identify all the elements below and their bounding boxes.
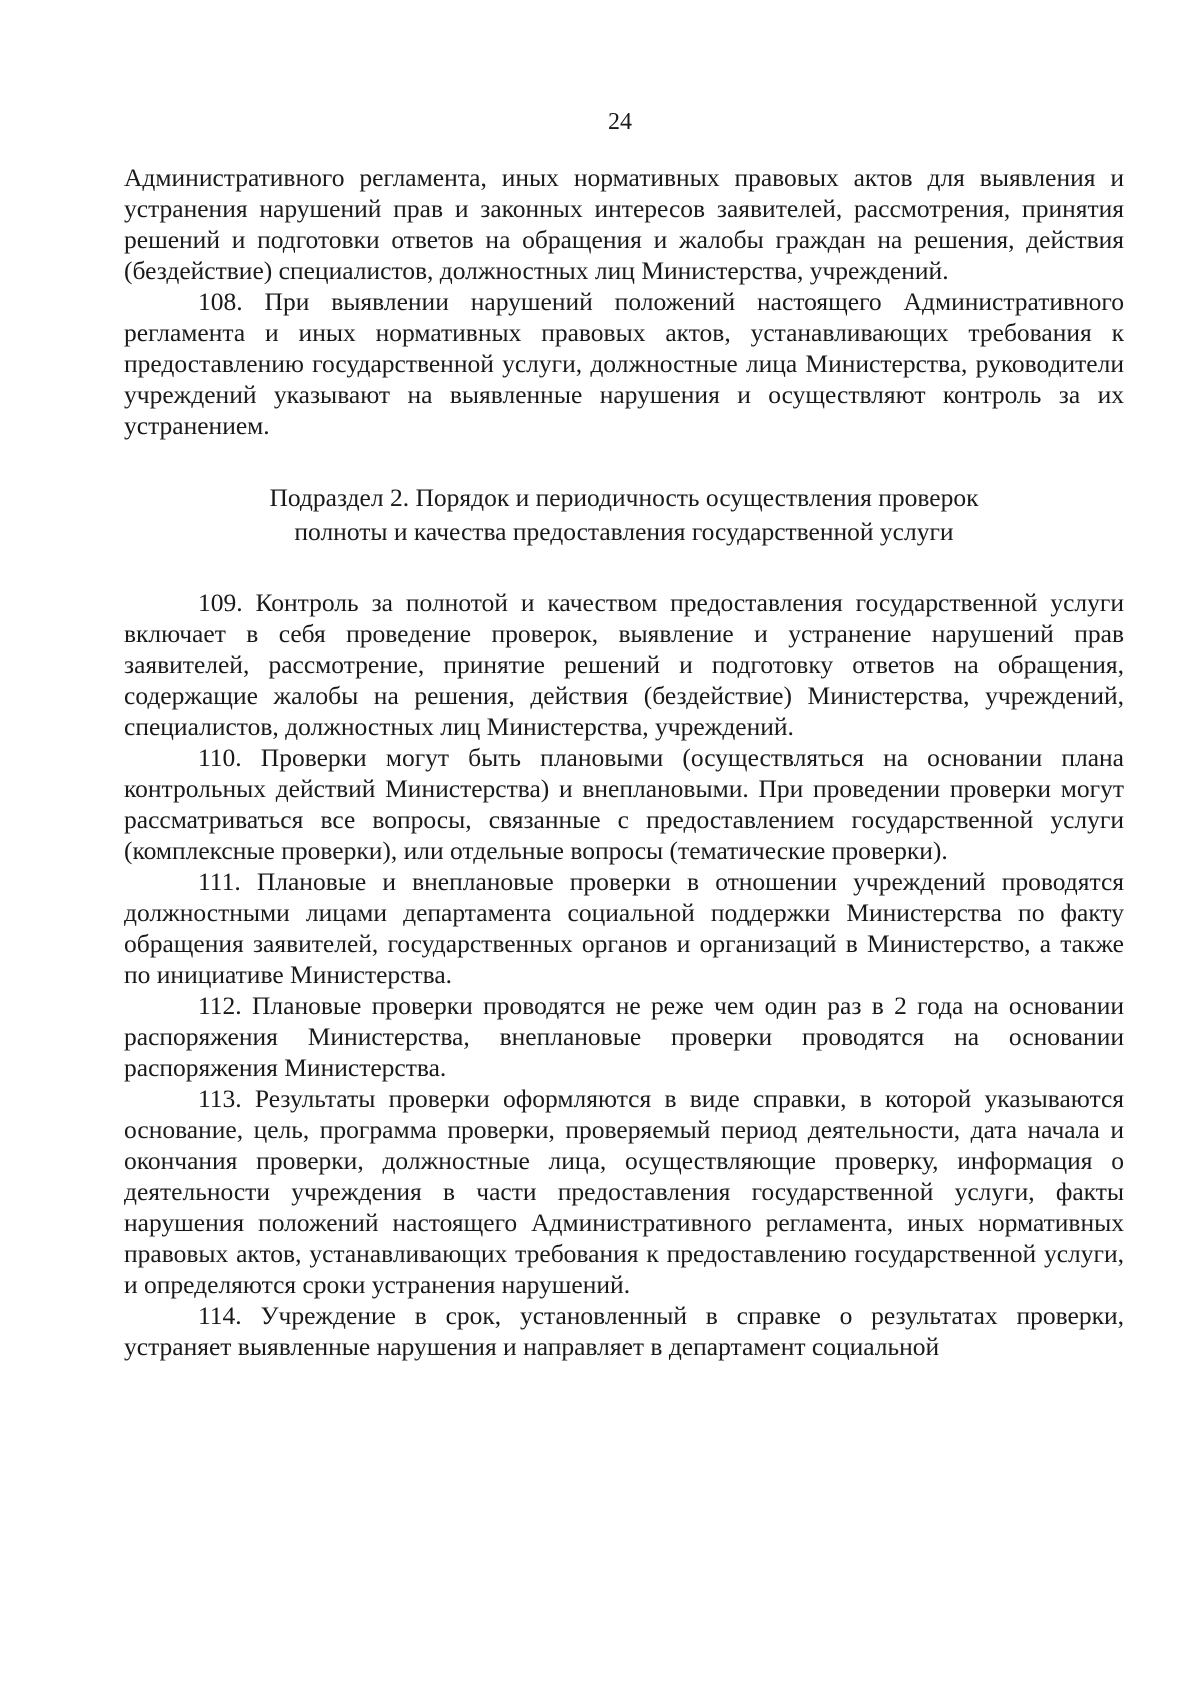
paragraph-114: 114. Учреждение в срок, установленный в справке о результатах проверки, устраняет выявленные нарушения и направляет в департамент социальной bbox=[124, 1301, 1124, 1361]
paragraph-109: 109. Контроль за полнотой и качеством предоставления государственной услуги включает в себя проведение проверок, выявление и устранение нарушений прав заявителей, рассмотрение, принятие решений и подготовку ответов на обращения, содержащие жалобы на решения, действия (бездействие) Министерства, учреждений, специалистов, должностных лиц Министерства, учреждений. bbox=[124, 588, 1124, 741]
paragraph-continuation: Административного регламента, иных нормативных правовых актов для выявления и устранения нарушений прав и законных интересов заявителей, рассмотрения, принятия решений и подготовки ответов на обращения и жалобы граждан на решения, действия (бездействие) специалистов, должностных лиц Министерства, учреждений. bbox=[124, 163, 1124, 285]
document-body bbox=[124, 162, 1124, 1362]
paragraph-111: 111. Плановые и внеплановые проверки в отношении учреждений проводятся должностными лицами департамента социальной поддержки Министерства по факту обращения заявителей, государственных органов и организаций в Министерство, а также по инициативе Министерства. bbox=[124, 867, 1124, 989]
subsection-heading bbox=[124, 481, 1124, 549]
subsection-heading-line-2: полноты и качества предоставления государственной услуги bbox=[294, 517, 954, 546]
paragraph-108: 108. При выявлении нарушений положений настоящего Административного регламента и иных нормативных правовых актов, устанавливающих требования к предоставлению государственной услуги, должностные лица Министерства, руководители учреждений указывают на выявленные нарушения и осуществляют контроль за их устранением. bbox=[124, 287, 1124, 440]
paragraph-110: 110. Проверки могут быть плановыми (осуществляться на основании плана контрольных действий Министерства) и внеплановыми. При проведении проверки могут рассматриваться все вопросы, связанные с предоставлением государственной услуги (комплексные проверки), или отдельные вопросы (тематические проверки). bbox=[124, 743, 1124, 865]
paragraph-113: 113. Результаты проверки оформляются в виде справки, в которой указываются основание, цель, программа проверки, проверяемый период деятельности, дата начала и окончания проверки, должностные лица, осуществляющие проверку, информация о деятельности учреждения в части предоставления государственной услуги, факты нарушения положений настоящего Административного регламента, иных нормативных правовых актов, устанавливающих требования к предоставлению государственной услуги, и определяются сроки устранения нарушений. bbox=[124, 1084, 1124, 1299]
paragraph-112: 112. Плановые проверки проводятся не реже чем один раз в 2 года на основании распоряжения Министерства, внеплановые проверки проводятся на основании распоряжения Министерства. bbox=[124, 991, 1124, 1082]
page-number: 24 bbox=[608, 109, 632, 135]
subsection-heading-line-1: Подраздел 2. Порядок и периодичность осуществления проверок bbox=[269, 483, 979, 512]
